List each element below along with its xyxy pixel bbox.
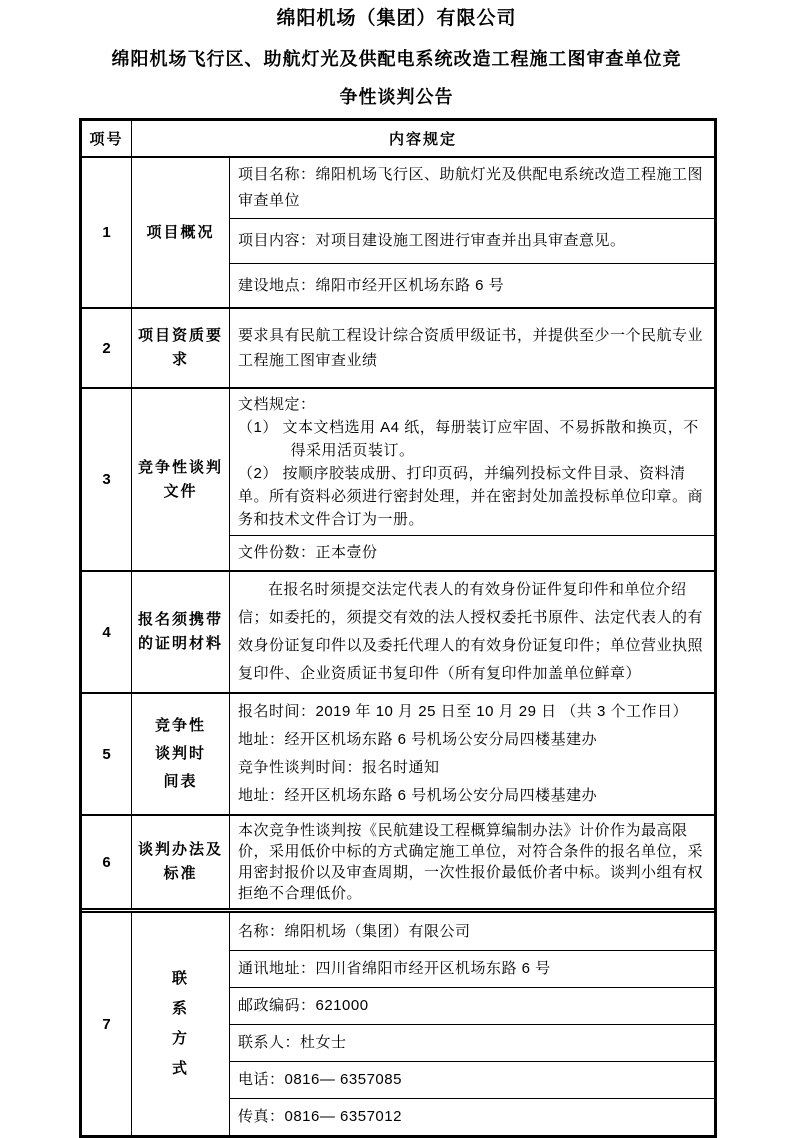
document-page xyxy=(0,8,793,1138)
cell-text: 通讯地址：四川省绵阳市经开区机场东路 6 号 xyxy=(238,960,551,977)
cell-project-scope xyxy=(230,218,714,263)
row-number: 5 xyxy=(82,694,132,814)
row-label xyxy=(132,158,230,307)
cell-text-line: 地址：经开区机场东路 6 号机场公安分局四楼基建办 xyxy=(238,787,598,804)
cell-text: 要求具有民航工程设计综合资质甲级证书，并提供至少一个民航专业工程施工图审查业绩 xyxy=(238,327,704,369)
row-label-line: 方 xyxy=(171,1030,189,1047)
cell-text: 项目名称：绵阳机场飞行区、助航灯光及供配电系统改造工程施工图审查单位 xyxy=(238,166,704,209)
row-content xyxy=(230,572,714,692)
cell-text: 在报名时须提交法定代表人的有效身份证件复印件和单位介绍信；如委托的，须提交有效的法人授权委托书原件、法定代表人的有效身份证复印件以及委托代理人的有效身份证复印件；单位营业执照复印件、企业资质证书复印件（所有复印件加盖单位鲜章） xyxy=(238,581,704,682)
row-label-line: 求 xyxy=(171,351,189,368)
row-number: 6 xyxy=(82,816,132,908)
announcement-title-line2: 争性谈判公告 xyxy=(339,87,454,107)
row-content xyxy=(230,816,714,908)
cell-text: 名称：绵阳机场（集团）有限公司 xyxy=(238,922,471,940)
row-label-line: 标准 xyxy=(163,865,198,882)
row-label-line: 文件 xyxy=(163,482,198,500)
row-label-line: 间表 xyxy=(163,773,198,790)
table-row-3 xyxy=(82,387,714,570)
row-number: 3 xyxy=(82,389,132,570)
row-number: 1 xyxy=(82,158,132,307)
cell-text-line: 竞争性谈判时间：报名时通知 xyxy=(238,759,440,776)
cell-postal-code xyxy=(230,987,714,1024)
announcement-table xyxy=(79,118,717,1138)
cell-contact-address xyxy=(230,950,714,987)
announcement-title-line1: 绵阳机场飞行区、助航灯光及供配电系统改造工程施工图审查单位竞 xyxy=(111,49,682,69)
cell-text: 项目内容：对项目建设施工图进行审查并出具审查意见。 xyxy=(238,232,626,249)
row-label-line: 谈判办法及 xyxy=(137,841,223,858)
row-label xyxy=(132,572,230,692)
cell-fax xyxy=(230,1098,714,1135)
row-label-line: 竞争性谈判 xyxy=(137,458,223,476)
cell-text: 文件份数：正本壹份 xyxy=(238,544,378,561)
row-label-line: 报名须携带 xyxy=(137,611,223,628)
row-number: 2 xyxy=(82,309,132,387)
cell-qualification xyxy=(230,309,714,387)
table-row-5 xyxy=(82,692,714,814)
row-label-line: 谈判时 xyxy=(154,745,206,762)
cell-text-line: （1） 文本文档选用 A4 纸，每册装订应牢固、不易拆散和换页，不得采用活页装订。 xyxy=(238,419,699,459)
table-row-7 xyxy=(82,908,714,1135)
cell-text-line: 文档规定： xyxy=(238,396,316,413)
table-row-6 xyxy=(82,814,714,908)
header-content-title: 内容规定 xyxy=(388,131,457,148)
row-label-line: 式 xyxy=(171,1060,189,1077)
row-label-line: 竞争性 xyxy=(154,717,206,734)
table-row-2 xyxy=(82,307,714,387)
cell-text-line: （2） 按顺序胶装成册、打印页码，并编列投标文件目录、资料清单。所有资料必须进行密封处理，并在密封处加盖投标单位印章。商务和技术文件合订为一册。 xyxy=(238,465,704,528)
cell-text: 联系人：杜女士 xyxy=(238,1034,347,1051)
company-title: 绵阳机场（集团）有限公司 xyxy=(276,8,517,29)
table-row-1 xyxy=(82,156,714,307)
row-content xyxy=(230,389,714,570)
cell-phone xyxy=(230,1061,714,1098)
cell-project-name xyxy=(230,158,714,218)
cell-text: 传真：0816— 6357012 xyxy=(238,1108,402,1125)
row-label-line: 系 xyxy=(171,1000,189,1017)
row-label-line: 的证明材料 xyxy=(137,635,223,652)
row-label xyxy=(132,913,230,1135)
row-number: 4 xyxy=(82,572,132,692)
cell-evaluation-method xyxy=(230,816,714,908)
cell-project-location xyxy=(230,263,714,307)
row-label xyxy=(132,816,230,908)
cell-required-materials xyxy=(230,572,714,692)
table-header-row xyxy=(82,121,714,156)
row-label xyxy=(132,694,230,814)
cell-text: 本次竞争性谈判按《民航建设工程概算编制办法》计价作为最高限价，采用低价中标的方式确定施工单位，对符合条件的报名单位，采用密封报价以及审查周期，一次性报价最低价者中标。谈判小组有权拒绝不合理低价。 xyxy=(238,822,704,902)
row-label xyxy=(132,309,230,387)
cell-text-line: 报名时间：2019 年 10 月 25 日至 10 月 29 日 （共 3 个工作日） xyxy=(238,703,688,720)
table-row-4 xyxy=(82,570,714,692)
row-label xyxy=(132,389,230,570)
row-content xyxy=(230,309,714,387)
row-content xyxy=(230,694,714,814)
row-label-line: 项目概况 xyxy=(146,223,215,241)
cell-copies xyxy=(230,535,714,570)
cell-document-rules xyxy=(230,389,714,535)
row-content xyxy=(230,158,714,307)
cell-text: 建设地点：绵阳市经开区机场东路 6 号 xyxy=(238,276,505,294)
cell-contact-person xyxy=(230,1024,714,1061)
header-item-no: 项号 xyxy=(82,121,132,156)
cell-contact-name xyxy=(230,913,714,950)
row-label-line: 项目资质要 xyxy=(137,327,223,344)
cell-text-line: 地址：经开区机场东路 6 号机场公安分局四楼基建办 xyxy=(238,731,598,748)
cell-schedule xyxy=(230,694,714,814)
row-content xyxy=(230,913,714,1135)
row-number: 7 xyxy=(82,913,132,1135)
row-label-line: 联 xyxy=(171,970,189,987)
cell-text: 邮政编码：621000 xyxy=(238,997,369,1014)
cell-text: 电话：0816— 6357085 xyxy=(238,1071,402,1088)
